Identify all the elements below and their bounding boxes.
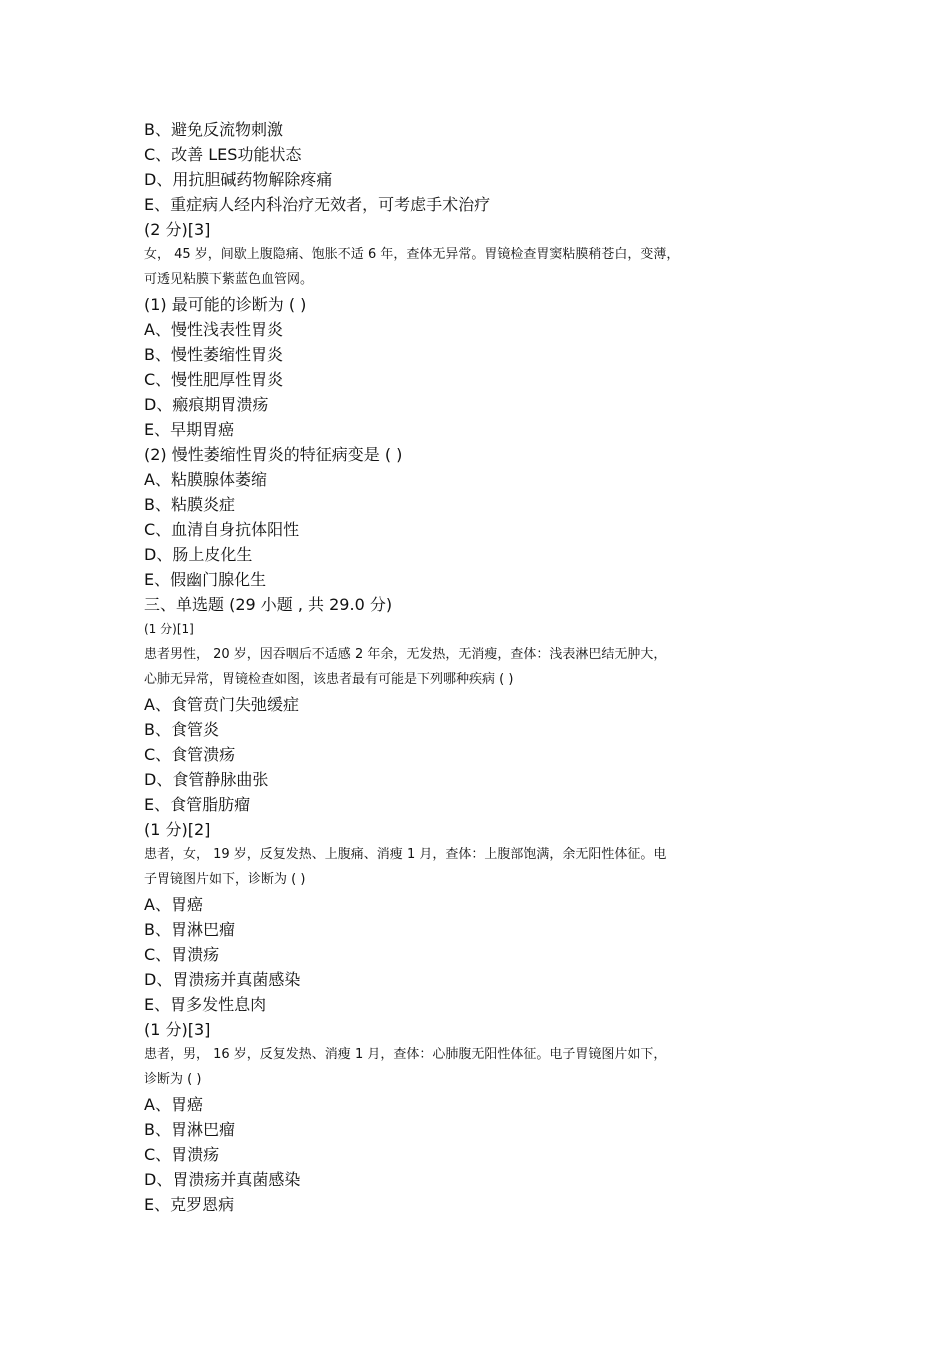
answer-option: E、重症病人经内科治疗无效者，可考虑手术治疗	[144, 195, 491, 214]
answer-option: C、胃溃疡	[144, 1145, 220, 1164]
answer-option: B、慢性萎缩性胃炎	[144, 345, 283, 364]
question-stem: 女， 45 岁，间歇上腹隐痛、饱胀不适 6 年，查体无异常。胃镜检查胃窦粘膜稍苍白，变薄，	[144, 247, 680, 262]
answer-option: B、避免反流物刺激	[144, 120, 283, 139]
question-score: (2 分)[3]	[144, 220, 211, 239]
question-stem: 患者男性， 20 岁，因吞咽后不适感 2 年余，无发热，无消瘦，查体：浅表淋巴结无肿大，	[144, 647, 667, 662]
answer-option: A、慢性浅表性胃炎	[144, 320, 283, 339]
question-score: (1 分)[2]	[144, 820, 211, 839]
answer-option: A、胃癌	[144, 1095, 203, 1114]
answer-option: E、假幽门腺化生	[144, 570, 267, 589]
question-stem: 心肺无异常，胃镜检查如图，该患者最有可能是下列哪种疾病 ( )	[144, 672, 514, 687]
answer-option: C、食管溃疡	[144, 745, 236, 764]
answer-option: D、胃溃疡并真菌感染	[144, 970, 301, 989]
question-stem: 子胃镜图片如下，诊断为 ( )	[144, 872, 306, 887]
question-stem: 可透见粘膜下紫蓝色血管网。	[144, 272, 314, 287]
question-stem: 诊断为 ( )	[144, 1072, 202, 1087]
sub-question: (2) 慢性萎缩性胃炎的特征病变是 ( )	[144, 445, 403, 464]
answer-option: E、食管脂肪瘤	[144, 795, 251, 814]
answer-option: C、血清自身抗体阳性	[144, 520, 300, 539]
answer-option: D、用抗胆碱药物解除疼痛	[144, 170, 333, 189]
question-stem: 患者，男， 16 岁，反复发热、消瘦 1 月，查体：心肺腹无阳性体征。电子胃镜图片如下，	[144, 1047, 667, 1062]
question-stem: 患者，女， 19 岁，反复发热、上腹痛、消瘦 1 月，查体：上腹部饱满，余无阳性体征。电	[144, 847, 667, 862]
answer-option: A、粘膜腺体萎缩	[144, 470, 267, 489]
answer-option: A、胃癌	[144, 895, 203, 914]
answer-option: B、粘膜炎症	[144, 495, 235, 514]
answer-option: E、早期胃癌	[144, 420, 235, 439]
answer-option: B、胃淋巴瘤	[144, 1120, 235, 1139]
answer-option: B、食管炎	[144, 720, 219, 739]
answer-option: D、胃溃疡并真菌感染	[144, 1170, 301, 1189]
answer-option: C、慢性肥厚性胃炎	[144, 370, 284, 389]
question-score: (1 分)[1]	[144, 622, 194, 636]
answer-option: C、改善 LES功能状态	[144, 145, 302, 164]
answer-option: B、胃淋巴瘤	[144, 920, 235, 939]
answer-option: A、食管贲门失弛缓症	[144, 695, 299, 714]
sub-question: (1) 最可能的诊断为 ( )	[144, 295, 307, 314]
answer-option: D、肠上皮化生	[144, 545, 253, 564]
answer-option: E、克罗恩病	[144, 1195, 235, 1214]
answer-option: C、胃溃疡	[144, 945, 220, 964]
answer-option: D、食管静脉曲张	[144, 770, 269, 789]
answer-option: E、胃多发性息肉	[144, 995, 267, 1014]
section-heading: 三、单选题 (29 小题 , 共 29.0 分)	[144, 595, 393, 614]
answer-option: D、瘢痕期胃溃疡	[144, 395, 269, 414]
exam-content	[144, 117, 784, 1217]
question-score: (1 分)[3]	[144, 1020, 211, 1039]
